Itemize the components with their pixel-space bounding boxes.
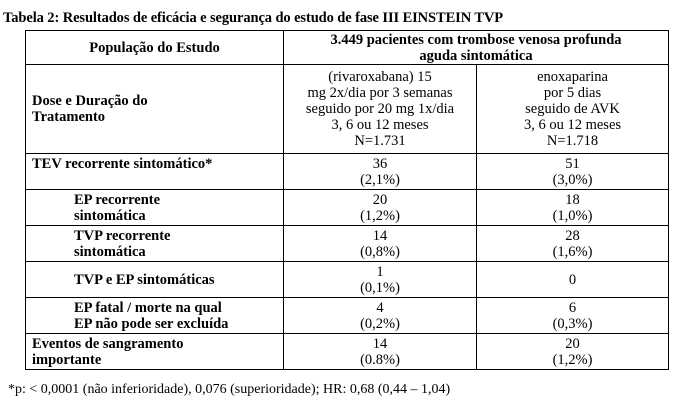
- row-label-line1: TVP e EP sintomáticas: [74, 271, 215, 288]
- row-label: [26, 334, 284, 370]
- population-row: [26, 31, 669, 65]
- enoxaparin-line: N=1.718: [546, 133, 599, 149]
- rivaroxaban-percent: (1,2%): [360, 207, 400, 224]
- enoxaparin-cell: [477, 226, 669, 262]
- row-label: [26, 262, 284, 298]
- treatment-row: [26, 65, 669, 154]
- rivaroxaban-cell: [284, 154, 477, 190]
- enoxaparin-count: 0: [568, 271, 577, 288]
- rivaroxaban-line: seguido por 20 mg 1x/dia: [305, 101, 455, 117]
- enoxaparin-count: 6: [568, 299, 577, 316]
- enoxaparin-count: 51: [565, 155, 580, 172]
- rivaroxaban-count: 36: [372, 155, 388, 172]
- enoxaparin-percent: (0,3%): [552, 315, 593, 332]
- rivaroxaban-line: mg 2x/dia por 3 semanas: [307, 85, 453, 101]
- table-row: [26, 154, 669, 190]
- row-label-line1: EP recorrente: [74, 191, 161, 208]
- table-footnote: *p: < 0,0001 (não inferioridade), 0,076 (superioridade); HR: 0,68 (0,44 – 1,04): [8, 382, 451, 397]
- population-value-line2: aguda sintomática: [419, 47, 533, 64]
- population-label: População do Estudo: [26, 31, 284, 65]
- rivaroxaban-count: 4: [376, 299, 384, 316]
- enoxaparin-line: enoxaparina: [537, 69, 608, 85]
- treatment-label-line2: Tratamento: [32, 109, 106, 125]
- enoxaparin-cell: [477, 190, 669, 226]
- enoxaparin-percent: (1,2%): [552, 351, 593, 368]
- enoxaparin-line: 3, 6 ou 12 meses: [523, 117, 622, 133]
- rivaroxaban-cell: [284, 226, 477, 262]
- enoxaparin-regimen: [477, 65, 669, 154]
- table-row: [26, 190, 669, 226]
- enoxaparin-cell: [477, 262, 669, 298]
- enoxaparin-percent: (1,6%): [552, 243, 593, 260]
- row-label: [26, 298, 284, 334]
- rivaroxaban-percent: (0,1%): [360, 279, 400, 296]
- row-label-line1: TVP recorrente: [74, 227, 171, 244]
- row-label-line2: sintomática: [74, 243, 146, 260]
- rivaroxaban-percent: (0,8%): [360, 243, 400, 260]
- rivaroxaban-line: 3, 6 ou 12 meses: [331, 117, 429, 133]
- rivaroxaban-count: 14: [372, 227, 388, 244]
- row-label-line2: EP não pode ser excluída: [74, 315, 229, 332]
- rivaroxaban-percent: (0,2%): [360, 315, 400, 332]
- rivaroxaban-count: 1: [376, 263, 384, 280]
- enoxaparin-cell: [477, 154, 669, 190]
- treatment-label-line1: Dose e Duração do: [32, 93, 148, 109]
- enoxaparin-cell: [477, 298, 669, 334]
- rivaroxaban-line: (rivaroxabana) 15: [328, 69, 432, 85]
- rivaroxaban-line: N=1.731: [354, 133, 406, 149]
- row-label: [26, 154, 284, 190]
- rivaroxaban-percent: (0.8%): [360, 351, 400, 368]
- row-label: [26, 190, 284, 226]
- enoxaparin-cell: [477, 334, 669, 370]
- enoxaparin-line: seguido de AVK: [525, 101, 620, 117]
- row-label: [26, 226, 284, 262]
- enoxaparin-count: 18: [565, 191, 580, 208]
- table-caption: Tabela 2: Resultados de eficácia e segurança do estudo de fase III EINSTEIN TVP: [3, 10, 504, 26]
- rivaroxaban-regimen: [284, 65, 477, 154]
- rivaroxaban-cell: [284, 334, 477, 370]
- enoxaparin-percent: (1,0%): [552, 207, 593, 224]
- rivaroxaban-percent: (2,1%): [360, 171, 400, 188]
- row-label-line1: Eventos de sangramento: [32, 335, 184, 352]
- row-label-line1: EP fatal / morte na qual: [74, 299, 222, 316]
- row-label-line1: TEV recorrente sintomático*: [32, 156, 213, 172]
- enoxaparin-line: por 5 dias: [543, 85, 602, 101]
- table-row: [26, 262, 669, 298]
- table-row: [26, 298, 669, 334]
- table-row: [26, 334, 669, 370]
- enoxaparin-percent: (3,0%): [552, 171, 593, 188]
- rivaroxaban-cell: [284, 262, 477, 298]
- rivaroxaban-count: 14: [372, 335, 388, 352]
- row-label-line2: sintomática: [74, 207, 146, 224]
- rivaroxaban-cell: [284, 298, 477, 334]
- table-row: [26, 226, 669, 262]
- treatment-label: [26, 65, 284, 154]
- enoxaparin-count: 28: [565, 227, 580, 244]
- population-value: [284, 31, 669, 65]
- rivaroxaban-cell: [284, 190, 477, 226]
- enoxaparin-count: 20: [565, 335, 580, 352]
- rivaroxaban-count: 20: [372, 191, 388, 208]
- results-table: [25, 30, 669, 370]
- row-label-line2: importante: [32, 351, 102, 368]
- population-value-line1: 3.449 pacientes com trombose venosa profunda: [330, 31, 622, 48]
